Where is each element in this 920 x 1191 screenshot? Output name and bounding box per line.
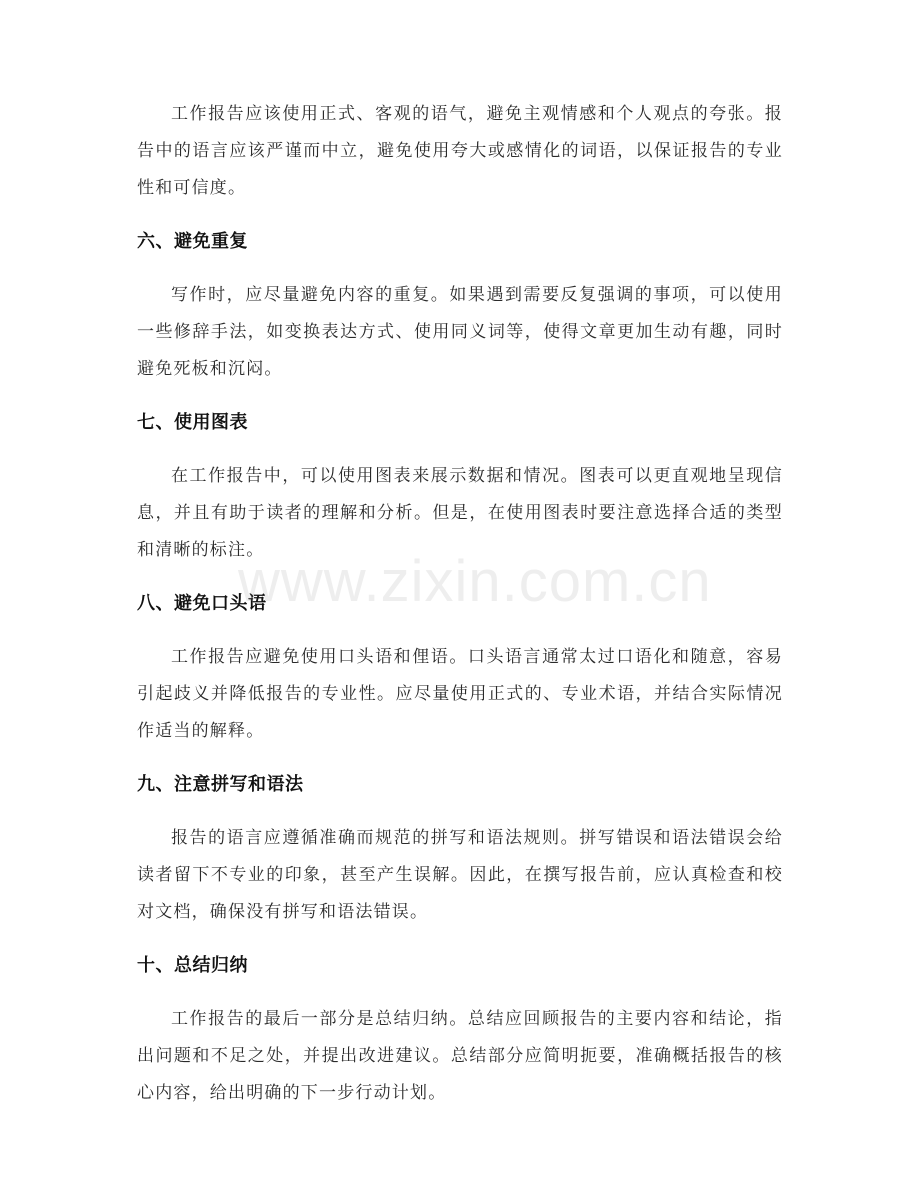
section-paragraph-8: 工作报告应避免使用口头语和俚语。口头语言通常太过口语化和随意，容易引起歧义并降低报告的专业性。应尽量使用正式的、专业术语，并结合实际情况作适当的解释。 xyxy=(137,647,783,741)
section-paragraph-9: 报告的语言应遵循准确而规范的拼写和语法规则。拼写错误和语法错误会给读者留下不专业的印象，甚至产生误解。因此，在撰写报告前，应认真检查和校对文档，确保没有拼写和语法错误。 xyxy=(137,828,783,922)
section-heading-10: 十、总结归纳 xyxy=(137,955,248,976)
section-heading-9: 九、注意拼写和语法 xyxy=(137,774,304,795)
section-paragraph-6: 写作时，应尽量避免内容的重复。如果遇到需要反复强调的事项，可以使用一些修辞手法，如变换表达方式、使用同义词等，使得文章更加生动有趣，同时避免死板和沉闷。 xyxy=(137,285,783,379)
section-heading-7: 七、使用图表 xyxy=(137,412,248,433)
intro-paragraph: 工作报告应该使用正式、客观的语气，避免主观情感和个人观点的夸张。报告中的语言应该严谨而中立，避免使用夸大或感情化的词语，以保证报告的专业性和可信度。 xyxy=(137,104,783,198)
section-paragraph-7: 在工作报告中，可以使用图表来展示数据和情况。图表可以更直观地呈现信息，并且有助于读者的理解和分析。但是，在使用图表时要注意选择合适的类型和清晰的标注。 xyxy=(137,466,783,560)
watermark-text: www.zixin.com.cn xyxy=(238,549,712,614)
section-heading-6: 六、避免重复 xyxy=(137,231,248,252)
section-paragraph-10: 工作报告的最后一部分是总结归纳。总结应回顾报告的主要内容和结论，指出问题和不足之处，并提出改进建议。总结部分应简明扼要，准确概括报告的核心内容，给出明确的下一步行动计划。 xyxy=(137,1009,783,1103)
document-page xyxy=(137,96,783,1112)
section-heading-8: 八、避免口头语 xyxy=(137,593,267,614)
